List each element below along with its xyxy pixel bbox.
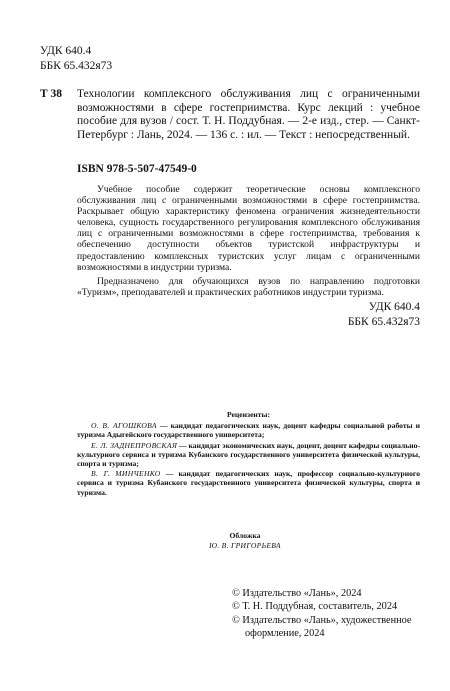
reviewer-entry <box>77 421 420 439</box>
bibliographic-description: Технологии комплексного обслуживания лиц с ограниченными возможностями в сфере гостеприимства. Курс лекций : учебное пособие для вузов / сост. Т. Н. Поддубная. — 2-е изд., стер. — Санкт-Петербург : Лань, 2024. — 136 с. : ил. — Текст : непосредственный. <box>77 88 420 141</box>
copyright-line: © Издательство «Лань», 2024 <box>232 588 362 599</box>
reviewer-details: — кандидат педагогических наук, профессор социально-культурного сервиса и туризма Кубанского государственного университета физической культуры, спорта и туризма. <box>77 469 420 497</box>
reviewers-heading: Рецензенты: <box>226 410 270 419</box>
udk-code: УДК 640.4 <box>40 45 92 57</box>
annotation-paragraph: Учебное пособие содержит теоретические основы комплексного обслуживания лиц с ограниченными возможностями в сфере гостеприимства. Раскрывает общую характеристику феномена ограничения жизнедеятельности человека, сущность государственного регулирования комплексного обслуживания лиц с ограниченными возможностями в сфере гостеприимства, требования к обеспечению доступности объектов туристской инфраструктуры и предоставлению комплексных туристских услуг лицам с ограниченными возможностями в индустрии туризма. <box>77 184 420 273</box>
bbk-code: ББК 65.432я73 <box>40 60 113 72</box>
copyright-line: © Т. Н. Поддубная, составитель, 2024 <box>232 601 398 613</box>
bibliographic-entry <box>40 88 420 142</box>
udk-code: УДК 640.4 <box>368 301 420 313</box>
isbn: ISBN 978-5-507-47549-0 <box>77 163 197 175</box>
classification-bottom <box>348 300 420 330</box>
reviewers <box>77 410 420 498</box>
classification-top <box>40 44 112 74</box>
copyright-line: © Издательство «Лань», художественное оформление, 2024 <box>232 614 412 639</box>
copyright-block <box>232 587 427 640</box>
author-mark: Т 38 <box>40 88 63 100</box>
reviewer-details: — кандидат экономических наук, доцент, доцент кафедры социально-культурного сервиса и туризма Кубанского государственного университета физической культуры, спорта и туризма; <box>77 440 420 469</box>
reviewer-entry <box>77 469 420 497</box>
reviewer-name: Е. Л. ЗАДНЕПРОВСКАЯ <box>91 440 178 450</box>
cover-heading: Обложка <box>229 531 261 540</box>
reviewer-entry <box>77 441 420 469</box>
bbk-code: ББК 65.432я73 <box>347 316 420 328</box>
cover-designer: Ю. В. ГРИГОРЬЕВА <box>209 540 281 550</box>
annotation-paragraph: Предназначено для обучающихся вузов по направлению подготовки «Туризм», преподавателей и практических работников индустрии туризма. <box>77 275 420 298</box>
annotation <box>77 184 420 298</box>
reviewer-name: В. Г. МИНЧЕНКО <box>91 469 161 479</box>
reviewer-details: — кандидат педагогических наук, доцент кафедры социальной работы и туризма Адыгейского государственного университета; <box>77 421 420 440</box>
cover-credit <box>160 531 330 550</box>
reviewer-name: О. В. АГОШКОВА <box>91 421 157 431</box>
